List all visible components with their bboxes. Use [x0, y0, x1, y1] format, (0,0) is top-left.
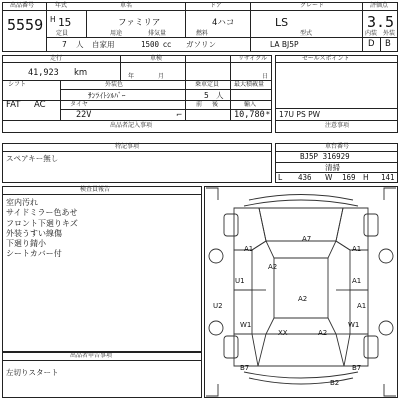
damage-mark: A2: [318, 329, 328, 337]
capacity-value: 5: [204, 91, 209, 100]
cc-value: 1500: [141, 40, 160, 49]
option-import: 輸入: [244, 101, 257, 108]
dim-w-value: 169: [342, 173, 356, 182]
damage-mark: B7: [240, 364, 250, 372]
mileage-value: 41,923: [28, 68, 59, 78]
lot-label: 出品番号: [10, 2, 35, 9]
model-label: 車名: [120, 2, 133, 9]
tire-mark: ⌐: [176, 110, 183, 119]
year-era: H: [50, 15, 56, 24]
damage-mark: A2: [268, 263, 278, 271]
dim-l-value: 436: [298, 173, 312, 182]
special-value: スペアキー無し: [6, 154, 59, 163]
exterior-grade: B: [385, 39, 391, 49]
tire-label: タイヤ: [70, 101, 88, 108]
damage-mark: A1: [244, 245, 254, 253]
row2-label-1: 用途: [110, 30, 123, 37]
equipment-label: セールスポイント: [302, 55, 350, 62]
frame-number: BJ5P 316929: [300, 152, 350, 161]
inspection-item: 室内汚れ: [6, 198, 38, 207]
dim-h-label: H: [363, 173, 369, 182]
row2-label-6: 外装: [383, 30, 396, 37]
door-label: ドア: [210, 2, 222, 9]
conditions-label: 出品者記入事項: [110, 122, 153, 129]
model-name: ファミリア: [118, 18, 161, 28]
fuel-value: ガソリン: [186, 40, 216, 49]
dim-w-label: W: [325, 173, 333, 182]
damage-mark: A1: [357, 302, 367, 310]
mileage-label: 走行: [50, 55, 63, 62]
car-diagram: [204, 186, 398, 398]
damage-mark: B7: [352, 364, 362, 372]
year-value: 15: [58, 16, 72, 29]
damage-mark: XX: [278, 329, 288, 337]
inspection-item: フロント下廻りキズ: [6, 218, 78, 228]
inspection-item: 下廻り錆小: [6, 239, 46, 249]
damage-mark: U2: [213, 302, 223, 310]
dim-h-value: 141: [381, 173, 395, 182]
grade-value: LS: [275, 16, 289, 29]
row2-label-0: 定員: [56, 30, 69, 37]
shaken-label: 車検: [150, 55, 163, 62]
score-label: 評価点: [370, 2, 389, 9]
equipment-value: 17U PS PW: [279, 110, 321, 119]
seats-value: 7: [62, 40, 67, 49]
row2-label-2: 排気量: [148, 30, 167, 37]
ac-value: AC: [34, 100, 46, 110]
door-type: 4ハコ: [212, 18, 235, 28]
capacity-unit: 人: [216, 91, 224, 100]
frame-label: 車台番号: [325, 143, 350, 150]
option-front: 前: [196, 101, 203, 108]
recycle-mark: *: [266, 110, 270, 119]
interior-grade: D: [368, 39, 375, 49]
score-value: 3.5: [367, 13, 395, 31]
transmission-value: FAT: [6, 100, 21, 110]
damage-mark: A7: [302, 235, 312, 243]
inspection-item: シートカバー付: [6, 249, 62, 259]
row2-label-3: 燃料: [196, 30, 209, 37]
day-unit: 日: [262, 73, 269, 80]
max-load-label: 最大積載量: [234, 81, 265, 88]
cc-unit: cc: [163, 40, 172, 49]
seller-note: 左切りスタート: [6, 368, 59, 377]
seats-unit: 人: [76, 40, 84, 49]
option-rear: 後: [212, 101, 219, 108]
usage-value: 自家用: [92, 40, 115, 49]
capacity-label: 乗車定員: [195, 81, 220, 88]
damage-mark: B2: [330, 379, 340, 387]
damage-mark: U1: [235, 277, 245, 285]
transmission-label: シフト: [8, 81, 27, 88]
recycle-header-label: リサイクル: [238, 55, 268, 62]
inspection-item: サイドミラー色あせ: [6, 208, 78, 218]
lot-number: 5559: [7, 16, 44, 34]
year-unit: 年: [128, 73, 135, 80]
loc-value: 清掃: [325, 163, 340, 172]
damage-mark: A2: [298, 295, 308, 303]
dim-l-label: L: [278, 173, 283, 182]
month-unit: 月: [158, 73, 165, 80]
damage-mark: A1: [352, 277, 362, 285]
grade-label: グレード: [300, 2, 325, 9]
mileage-unit: km: [74, 68, 88, 78]
damage-mark: A1: [352, 245, 362, 253]
notes-label: 注意事項: [325, 122, 350, 129]
model-code: LA BJ5P: [270, 40, 299, 49]
color-value: ｻﾝﾗｲﾄｼﾙﾊﾞｰ: [88, 91, 126, 100]
inspection-item: 外装うすい線傷: [6, 228, 62, 238]
damage-mark: W1: [348, 321, 360, 329]
year-label: 年式: [55, 2, 68, 9]
tire-value: 22V: [76, 110, 92, 120]
special-label: 特記事項: [115, 143, 140, 150]
recycle-amount: 10,780: [234, 110, 265, 120]
row2-label-4: 型式: [300, 30, 313, 37]
seller-label: 出品者申告事項: [70, 352, 113, 359]
damage-mark: W1: [240, 321, 252, 329]
color-label: 外装色: [105, 81, 124, 88]
inspection-list: [6, 198, 78, 260]
inspection-label: 検査員報告: [80, 186, 111, 193]
row2-label-5: 内装: [365, 30, 378, 37]
